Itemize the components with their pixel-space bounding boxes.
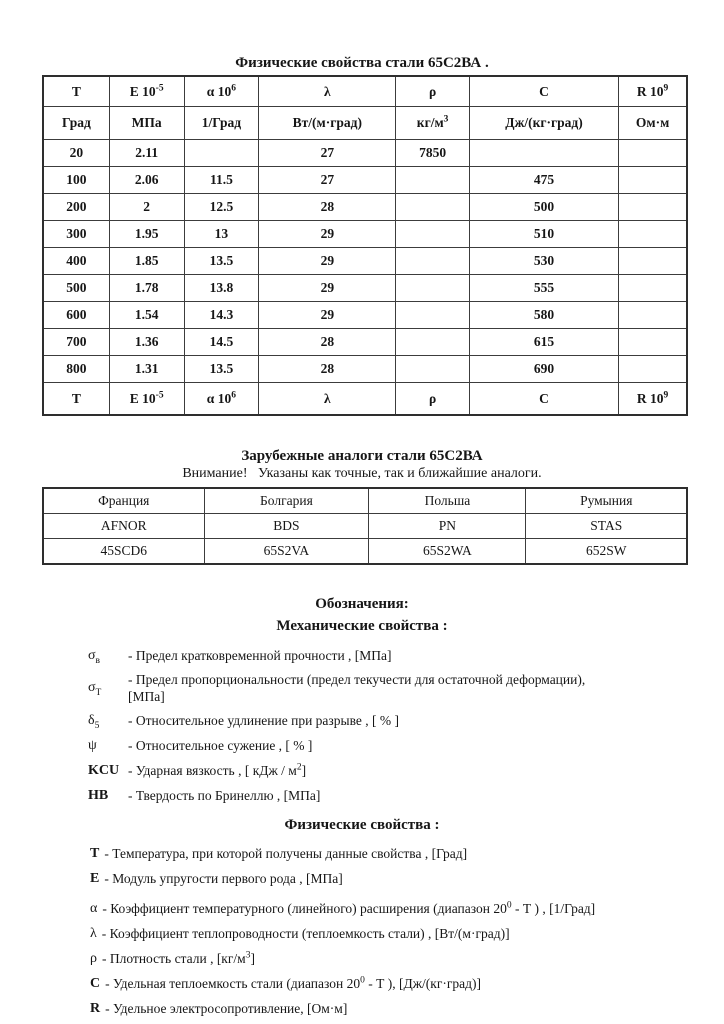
table-row bbox=[43, 140, 687, 167]
phys-def-rho bbox=[90, 946, 724, 971]
table-cell: 7850 bbox=[396, 140, 469, 167]
table-row bbox=[43, 248, 687, 275]
table-cell: 1.85 bbox=[109, 248, 184, 275]
table-cell: λ bbox=[259, 383, 396, 416]
kcu-symbol: KCU bbox=[88, 762, 120, 778]
table-cell: 13 bbox=[184, 221, 259, 248]
designations-title: Обозначения: bbox=[315, 596, 409, 612]
table-cell bbox=[619, 248, 687, 275]
table-row bbox=[43, 383, 687, 416]
table-cell: 690 bbox=[469, 356, 618, 383]
T-symbol: Т bbox=[90, 845, 100, 861]
mech-def-sigma-t bbox=[88, 668, 724, 708]
table-cell: С bbox=[469, 76, 618, 107]
physical-table-title: Физические свойства стали 65С2ВА . bbox=[235, 55, 489, 71]
table-cell: Вт/(м·град) bbox=[259, 107, 396, 140]
table-cell: λ bbox=[259, 76, 396, 107]
table-cell: α $10^6$ bbox=[184, 76, 259, 107]
table-row bbox=[43, 194, 687, 221]
table-cell: 29 bbox=[259, 248, 396, 275]
table-cell: 1.54 bbox=[109, 302, 184, 329]
table-cell: Польша bbox=[369, 488, 526, 514]
table-cell: 510 bbox=[469, 221, 618, 248]
table-cell: R $10^9$ bbox=[619, 76, 687, 107]
table-row bbox=[43, 356, 687, 383]
definition-text: - Удельная теплоемкость стали (диапазон $20^0$ - Т ), [Дж/(кг·град)] bbox=[105, 975, 482, 991]
table-cell: 652SW bbox=[526, 539, 687, 565]
table-cell: Град bbox=[43, 107, 109, 140]
table-cell: 500 bbox=[43, 275, 109, 302]
table-cell bbox=[469, 140, 618, 167]
table-cell: Дж/(кг·град) bbox=[469, 107, 618, 140]
table-cell bbox=[619, 275, 687, 302]
table-cell: 1/Град bbox=[184, 107, 259, 140]
alpha-symbol: α bbox=[90, 900, 98, 916]
definition-text: - Предел пропорциональности (предел текучести для остаточной деформации), [МПа] bbox=[128, 672, 586, 704]
table-cell: $кг/м^3$ bbox=[396, 107, 469, 140]
analogs-note: Внимание! Указаны как точные, так и ближайшие аналоги. bbox=[182, 466, 542, 481]
table-cell: 13.5 bbox=[184, 356, 259, 383]
table-cell: 2.11 bbox=[109, 140, 184, 167]
definition-text: - Коэффициент теплопроводности (теплоемкость стали) , [Вт/(м·град)] bbox=[101, 926, 510, 941]
table-cell: Т bbox=[43, 76, 109, 107]
table-cell: 29 bbox=[259, 221, 396, 248]
mech-def-kcu bbox=[88, 758, 724, 783]
table-cell: 580 bbox=[469, 302, 618, 329]
definition-text: - Модуль упругости первого рода , [МПа] bbox=[104, 871, 343, 886]
table-cell: 65S2VA bbox=[204, 539, 369, 565]
table-row bbox=[43, 167, 687, 194]
table-row bbox=[43, 539, 687, 565]
table-cell: 555 bbox=[469, 275, 618, 302]
table-row bbox=[43, 107, 687, 140]
table-cell: 27 bbox=[259, 167, 396, 194]
hb-symbol: НВ bbox=[88, 787, 109, 803]
table-row bbox=[43, 514, 687, 539]
table-cell: С bbox=[469, 383, 618, 416]
table-row bbox=[43, 488, 687, 514]
mech-def-sigma-v bbox=[88, 643, 724, 668]
table-cell: PN bbox=[369, 514, 526, 539]
table-row bbox=[43, 275, 687, 302]
table-cell: Т bbox=[43, 383, 109, 416]
table-cell bbox=[184, 140, 259, 167]
analogs-title: Зарубежные аналоги стали 65С2ВА bbox=[241, 448, 483, 464]
table-row bbox=[43, 302, 687, 329]
table-cell: 13.8 bbox=[184, 275, 259, 302]
lambda-symbol: λ bbox=[90, 925, 97, 941]
table-cell: 28 bbox=[259, 194, 396, 221]
table-cell: 2 bbox=[109, 194, 184, 221]
physical-properties-title: Физические свойства : bbox=[284, 817, 440, 833]
definition-text: - Температура, при которой получены данные свойства , [Град] bbox=[104, 846, 468, 861]
table-row bbox=[43, 221, 687, 248]
table-cell: 100 bbox=[43, 167, 109, 194]
table-cell: 615 bbox=[469, 329, 618, 356]
table-cell: ρ bbox=[396, 76, 469, 107]
definition-text: - Ударная вязкость , [ кДж / $м^2$] bbox=[128, 762, 307, 778]
table-cell: STAS bbox=[526, 514, 687, 539]
table-row bbox=[43, 76, 687, 107]
table-cell: 14.5 bbox=[184, 329, 259, 356]
table-cell: 1.95 bbox=[109, 221, 184, 248]
table-cell bbox=[619, 356, 687, 383]
table-cell bbox=[396, 221, 469, 248]
table-cell: Е $10^{-5}$ bbox=[109, 383, 184, 416]
delta5-symbol: $\delta_5$ bbox=[88, 712, 100, 731]
phys-def-C bbox=[90, 971, 724, 996]
table-cell: R $10^9$ bbox=[619, 383, 687, 416]
table-cell bbox=[396, 167, 469, 194]
R-symbol: R bbox=[90, 1000, 101, 1016]
table-cell: 1.36 bbox=[109, 329, 184, 356]
definition-text: - Предел кратковременной прочности , [МПа] bbox=[128, 648, 392, 663]
table-cell: Франция bbox=[43, 488, 204, 514]
definition-text: - Относительное сужение , [ % ] bbox=[128, 738, 313, 753]
definition-text: - Относительное удлинение при разрыве , [ % ] bbox=[128, 713, 399, 728]
table-cell bbox=[396, 194, 469, 221]
table-cell: МПа bbox=[109, 107, 184, 140]
table-cell: 28 bbox=[259, 356, 396, 383]
phys-def-E bbox=[90, 866, 724, 891]
table-cell: 11.5 bbox=[184, 167, 259, 194]
table-cell: 20 bbox=[43, 140, 109, 167]
definition-text: - Твердость по Бринеллю , [МПа] bbox=[128, 788, 321, 803]
mechanical-definitions-list bbox=[88, 643, 724, 808]
mechanical-properties-title: Механические свойства : bbox=[276, 618, 448, 634]
sigma-t-symbol: $\sigma_Т$ bbox=[88, 680, 102, 698]
table-cell: 14.3 bbox=[184, 302, 259, 329]
table-cell: Румыния bbox=[526, 488, 687, 514]
table-cell: 27 bbox=[259, 140, 396, 167]
definition-text: - Удельное электросопротивление, [Ом·м] bbox=[105, 1001, 348, 1016]
psi-symbol: ψ bbox=[88, 737, 97, 753]
definition-text: - Коэффициент температурного (линейного) расширения (диапазон $20^0$ - Т ) , [1/Град] bbox=[102, 900, 596, 916]
table-cell: 300 bbox=[43, 221, 109, 248]
table-cell bbox=[396, 302, 469, 329]
physical-properties-table-body bbox=[43, 76, 687, 415]
table-cell: 800 bbox=[43, 356, 109, 383]
table-cell: Ом·м bbox=[619, 107, 687, 140]
table-cell: 475 bbox=[469, 167, 618, 194]
table-cell bbox=[619, 167, 687, 194]
table-cell: 1.78 bbox=[109, 275, 184, 302]
table-cell: 500 bbox=[469, 194, 618, 221]
phys-def-lambda bbox=[90, 921, 724, 946]
mech-def-hb bbox=[88, 783, 724, 808]
table-cell: 65S2WA bbox=[369, 539, 526, 565]
table-cell: 29 bbox=[259, 302, 396, 329]
table-cell bbox=[619, 140, 687, 167]
table-cell: 28 bbox=[259, 329, 396, 356]
table-row bbox=[43, 329, 687, 356]
table-cell: 600 bbox=[43, 302, 109, 329]
table-cell: 29 bbox=[259, 275, 396, 302]
foreign-analogs-table-body bbox=[43, 488, 687, 564]
table-cell bbox=[619, 221, 687, 248]
foreign-analogs-table bbox=[42, 487, 688, 565]
table-cell: α $10^6$ bbox=[184, 383, 259, 416]
table-cell bbox=[396, 248, 469, 275]
phys-def-alpha bbox=[90, 896, 724, 921]
table-cell: 1.31 bbox=[109, 356, 184, 383]
table-cell: 13.5 bbox=[184, 248, 259, 275]
table-cell: 45SCD6 bbox=[43, 539, 204, 565]
table-cell: 530 bbox=[469, 248, 618, 275]
C-symbol: С bbox=[90, 975, 101, 991]
table-cell: 12.5 bbox=[184, 194, 259, 221]
table-cell: 200 bbox=[43, 194, 109, 221]
table-cell bbox=[619, 302, 687, 329]
table-cell: ρ bbox=[396, 383, 469, 416]
table-cell bbox=[396, 275, 469, 302]
physical-definitions-list bbox=[90, 841, 724, 1021]
mech-def-psi bbox=[88, 733, 724, 758]
definition-text: - Плотность стали , $[кг/м^3]$ bbox=[102, 950, 255, 966]
table-cell: 2.06 bbox=[109, 167, 184, 194]
table-cell bbox=[396, 356, 469, 383]
mech-def-delta5 bbox=[88, 708, 724, 733]
phys-def-T bbox=[90, 841, 724, 866]
table-cell bbox=[396, 329, 469, 356]
table-cell bbox=[619, 329, 687, 356]
table-cell: 400 bbox=[43, 248, 109, 275]
rho-symbol: ρ bbox=[90, 950, 97, 966]
table-cell: Болгария bbox=[204, 488, 369, 514]
table-cell: BDS bbox=[204, 514, 369, 539]
E-symbol: Е bbox=[90, 870, 100, 886]
table-cell: 700 bbox=[43, 329, 109, 356]
sigma-v-symbol: $\sigma_в$ bbox=[88, 647, 101, 666]
phys-def-R bbox=[90, 996, 724, 1021]
table-cell: Е $10^{-5}$ bbox=[109, 76, 184, 107]
physical-properties-table bbox=[42, 75, 688, 416]
table-cell: AFNOR bbox=[43, 514, 204, 539]
table-cell bbox=[619, 194, 687, 221]
